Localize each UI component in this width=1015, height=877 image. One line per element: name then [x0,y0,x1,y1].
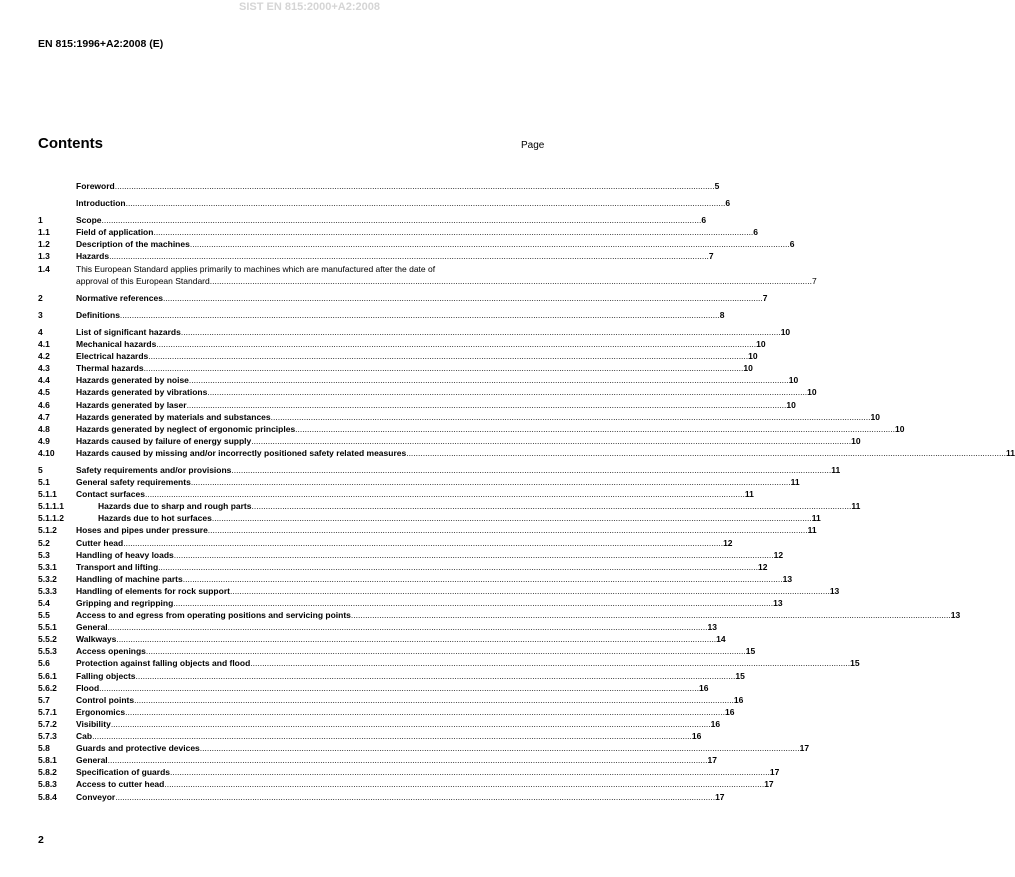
toc-entry[interactable] [38,621,717,633]
toc-entry-title: Guards and protective devices [76,743,200,754]
toc-entry[interactable] [38,791,725,803]
toc-entry-number: 1.3 [38,251,50,262]
toc-entry-title: Conveyor [76,791,116,802]
toc-entry-page: 13 [773,598,783,608]
toc-entry[interactable] [38,718,721,730]
toc-entry[interactable] [38,778,774,790]
toc-entry-page: 17 [707,755,717,766]
toc-entry-title: Hazards due to sharp and rough parts [98,501,252,512]
toc-entry-number: 5.8.1 [38,755,57,766]
toc-entry-number: 5.5.1 [38,622,57,633]
toc-entry-number: 2 [38,292,43,303]
toc-entry-number: 5.8.3 [38,779,57,790]
toc-entry-number: 4.5 [38,387,50,398]
toc-entry-number: 5.5.2 [38,634,57,645]
toc-entry-number: 5.1.2 [38,525,57,536]
toc-leader-dots [406,447,1006,459]
toc-entry[interactable] [38,573,793,585]
toc-entry-page: 11 [807,525,817,536]
toc-entry[interactable] [38,423,905,435]
toc-leader-dots [191,476,791,488]
toc-entry-title: Access to cutter head [76,779,165,790]
watermark: SIST EN 815:2000+A2:2008 [239,1,380,13]
toc-leader-dots [230,585,830,597]
toc-entry-title: Walkways [76,634,117,645]
toc-entry[interactable] [38,197,731,209]
toc-entry[interactable] [38,309,725,321]
toc-entry-page: 8 [719,309,725,320]
toc-entry[interactable] [38,350,758,362]
toc-entry[interactable] [38,399,796,411]
toc-entry-number: 1 [38,215,43,226]
toc-entry-page: 16 [698,682,709,693]
toc-entry-page: 13 [950,610,961,621]
toc-entry-title: Handling of heavy loads [76,549,174,560]
toc-entry[interactable] [38,214,707,226]
toc-entry-number: 5.6 [38,658,50,669]
toc-leader-dots [153,226,753,238]
toc-entry-title: Hazards caused by failure of energy supply [76,435,252,446]
toc-entry-title: Ergonomics [76,706,126,717]
toc-entry[interactable] [38,645,756,657]
toc-entry[interactable] [38,338,766,350]
toc-entry-title: Hazards [76,251,110,262]
toc-entry[interactable] [38,524,817,536]
toc-entry-title: Protection against falling objects and flood [76,658,251,669]
toc-entry-number: 4.1 [38,339,50,350]
toc-entry-page: 6 [789,239,795,250]
toc-entry-title: Control points [76,694,135,705]
toc-entry-number: 4.4 [38,375,50,386]
toc-entry-page: 6 [725,198,731,209]
document-id: EN 815:1996+A2:2008 (E) [38,38,164,50]
toc-leader-dots [251,435,851,447]
toc-entry-page: 13 [782,573,793,584]
toc-entry-title: Access to and egress from operating positions and servicing points [76,610,351,621]
toc-entry-title: Falling objects [76,670,136,681]
toc-entry-title: Definitions [76,309,120,320]
toc-entry[interactable] [38,694,744,706]
toc-leader-dots [134,694,734,706]
toc-entry[interactable] [38,609,961,621]
toc-entry[interactable] [38,326,791,338]
toc-leader-dots [295,423,895,435]
toc-entry-number: 5.6.2 [38,682,57,693]
toc-entry-number: 4.6 [38,399,50,410]
toc-leader-dots [158,561,758,573]
toc-entry-title: Scope [76,215,102,226]
toc-entry-number: 1.1 [38,227,50,238]
toc-leader-dots [156,338,756,350]
toc-entry[interactable] [38,292,768,304]
toc-leader-dots [148,350,748,362]
toc-entry[interactable] [38,754,717,766]
toc-entry-page: 11 [790,477,800,488]
toc-entry-number: 3 [38,309,43,320]
toc-leader-dots [200,742,800,754]
toc-entry[interactable] [38,549,784,561]
toc-entry[interactable] [38,742,810,754]
toc-entry[interactable] [38,238,795,250]
toc-entry[interactable] [38,657,860,669]
toc-leader-dots [102,214,702,226]
toc-entry-page: 14 [716,634,726,645]
toc-entry-title: Visibility [76,718,111,729]
toc-entry-page: 5 [714,181,720,191]
toc-entry-number: 5.2 [38,537,50,548]
toc-leader-dots [190,238,790,250]
toc-entry-page: 10 [786,399,796,410]
toc-entry[interactable] [38,633,726,645]
toc-entry-number: 5.3.1 [38,561,57,572]
toc-leader-dots [111,718,711,730]
toc-entry[interactable] [38,682,709,694]
toc-leader-dots [212,512,812,524]
toc-entry-title: Hazards generated by noise [76,375,189,386]
toc-entry-number: 4.8 [38,423,50,434]
toc-entry[interactable] [38,362,753,374]
toc-leader-dots [108,621,708,633]
toc-entry-page: 10 [743,363,753,374]
toc-leader-dots [208,524,808,536]
toc-entry[interactable] [38,766,780,778]
toc-entry-page: 11 [811,513,821,524]
toc-entry-page: 7 [811,275,817,286]
toc-entry-page: 16 [710,718,721,729]
toc-entry-title: Access openings [76,646,146,657]
toc-entry-title: Foreword [76,181,115,191]
toc-entry-page: 6 [753,227,759,238]
toc-entry[interactable] [38,561,768,573]
toc-leader-dots [126,197,726,209]
toc-entry-page: 13 [829,585,840,596]
toc-leader-dots [173,597,773,609]
toc-entry-title: Specification of guards [76,767,170,778]
toc-leader-dots [123,537,723,549]
toc-entry-title: Electrical hazards [76,351,149,362]
toc-entry-title: General safety requirements [76,477,191,488]
toc-leader-dots [109,250,709,262]
toc-leader-dots [351,609,951,621]
toc-entry-title: Cab [76,731,93,742]
toc-entry-title: Hazards generated by laser [76,399,187,410]
toc-entry[interactable] [38,597,783,609]
toc-entry[interactable] [38,374,799,386]
toc-entry-number: 5.3 [38,549,50,560]
toc-entry-page: 11 [1006,447,1015,458]
toc-leader-dots [181,326,781,338]
toc-entry-page: 6 [701,215,707,226]
toc-entry-number: 5.5 [38,610,50,621]
toc-leader-dots [136,670,736,682]
toc-entry[interactable] [38,435,861,447]
toc-leader-dots [145,488,745,500]
toc-entry[interactable] [38,476,800,488]
toc-leader-dots [252,500,852,512]
toc-entry[interactable] [38,464,841,476]
toc-entry-page: 11 [831,464,841,475]
toc-entry-page: 7 [708,251,714,262]
toc-entry[interactable] [38,250,714,262]
toc-entry-page: 10 [851,435,861,446]
toc-entry-title: Hazards generated by materials and substances [76,411,271,422]
toc-entry-page: 7 [762,292,768,303]
toc-leader-dots [231,464,831,476]
page-column-label: Page [521,140,545,151]
toc-leader-dots [115,791,715,803]
page-number: 2 [38,834,44,846]
toc-leader-dots [163,292,763,304]
toc-entry[interactable] [38,386,817,398]
table-of-contents [38,175,1015,803]
toc-entry-title: General [76,755,108,766]
toc-entry-page: 11 [744,489,754,500]
toc-entry-title: Transport and lifting [76,561,159,572]
toc-entry-number: 5.8 [38,743,50,754]
toc-entry-number: 5.4 [38,598,50,608]
toc-entry-number: 4.9 [38,435,50,446]
toc-entry[interactable] [38,226,759,238]
toc-entry-page: 10 [895,423,905,434]
toc-entry-title: Hazards due to hot surfaces [98,513,212,524]
toc-entry-title: General [76,622,108,633]
toc-entry-number: 5 [38,464,43,475]
toc-entry[interactable] [38,263,817,287]
toc-entry-number: 5.1.1.2 [38,513,64,524]
toc-entry-title: Contact surfaces [76,489,145,500]
toc-entry-number: 5.1 [38,477,50,488]
toc-entry[interactable] [38,411,880,423]
toc-entry-number: 5.3.3 [38,585,57,596]
toc-entry-page: 17 [799,743,810,754]
toc-leader-dots [164,778,764,790]
toc-entry[interactable] [38,488,754,500]
toc-entry-page: 15 [735,670,745,681]
toc-entry-page: 12 [723,537,733,548]
toc-entry-title: Hazards generated by vibrations [76,387,208,398]
toc-entry-page: 16 [724,706,735,717]
toc-leader-dots [187,399,787,411]
toc-entry-title: Handling of machine parts [76,573,183,584]
toc-leader-dots [250,657,850,669]
toc-entry-number: 4 [38,326,43,337]
toc-entry-title: Safety requirements and/or provisions [76,464,232,475]
toc-entry-title: Gripping and regripping [76,598,174,608]
toc-entry-title: Mechanical hazards [76,339,157,350]
toc-entry[interactable] [38,585,840,597]
toc-leader-dots [108,754,708,766]
toc-entry-number: 5.6.1 [38,670,57,681]
toc-entry-number: 5.7.3 [38,731,57,742]
toc-leader-dots [115,180,715,192]
toc-entry-title: Normative references [76,292,163,303]
toc-leader-dots [212,275,812,287]
toc-entry-page: 10 [780,326,791,337]
toc-entry-page: 17 [769,767,780,778]
toc-entry-number: 5.5.3 [38,646,57,657]
toc-leader-dots [144,362,744,374]
toc-leader-dots [120,309,720,321]
toc-entry-page: 10 [756,339,766,350]
toc-entry-page: 11 [851,501,861,512]
toc-leader-dots [116,633,716,645]
toc-entry-number: 5.3.2 [38,573,57,584]
toc-entry-number: 5.1.1 [38,489,57,500]
toc-entry-page: 10 [870,411,880,422]
toc-entry[interactable] [38,730,702,742]
toc-entry-page: 15 [745,646,756,657]
toc-leader-dots [92,730,692,742]
toc-entry-title: Flood [76,682,100,693]
toc-entry-number: 4.7 [38,411,50,422]
toc-leader-dots [174,549,774,561]
toc-entry-number: 5.1.1.1 [38,501,64,512]
toc-entry-number: 4.2 [38,351,50,362]
toc-entry-number: 5.7.2 [38,718,57,729]
toc-entry-page: 16 [733,694,744,705]
toc-entry-title: Hazards generated by neglect of ergonomic principles [76,423,296,434]
toc-entry[interactable] [38,512,821,524]
toc-leader-dots [125,706,725,718]
toc-entry-title: Field of application [76,227,154,238]
toc-entry[interactable] [38,500,861,512]
toc-entry-title: Thermal hazards [76,363,144,374]
toc-entry-page: 17 [764,779,774,790]
toc-entry-page: 10 [788,375,799,386]
toc-leader-dots [207,386,807,398]
toc-entry[interactable] [38,706,735,718]
toc-entry-page: 12 [773,549,784,560]
toc-entry-page: 15 [850,658,860,669]
toc-entry[interactable] [38,180,720,192]
toc-entry[interactable] [38,670,745,682]
toc-entry-number: 5.7.1 [38,706,57,717]
toc-leader-dots [189,374,789,386]
toc-entry-title: Handling of elements for rock support [76,585,230,596]
toc-entry[interactable] [38,447,1015,459]
toc-entry-page: 16 [691,731,702,742]
toc-entry-number: 4.10 [38,447,55,458]
toc-entry-title-continued: approval of this European Standard. [76,275,213,286]
toc-leader-dots [271,411,871,423]
toc-entry-page: 13 [707,622,717,633]
toc-entry-number: 5.7 [38,694,50,705]
toc-entry-number: 4.3 [38,363,50,374]
toc-entry[interactable] [38,537,733,549]
toc-entry-number: 5.8.4 [38,791,57,802]
toc-entry-page: 12 [758,561,768,572]
toc-entry-page: 17 [715,791,725,802]
toc-leader-dots [99,682,699,694]
toc-entry-number: 5.8.2 [38,767,57,778]
toc-entry-title: Introduction [76,198,126,209]
toc-entry-title: Description of the machines [76,239,190,250]
toc-entry-number: 1.2 [38,239,50,250]
toc-entry-page: 10 [807,387,817,398]
toc-entry-title: Cutter head [76,537,124,548]
toc-entry-title: This European Standard applies primarily to machines which are manufactured after the date of [76,263,436,274]
toc-entry-title: Hazards caused by missing and/or incorrectly positioned safety related measures [76,447,407,458]
toc-entry-title: Hoses and pipes under pressure [76,525,208,536]
toc-entry-number: 1.4 [38,263,50,274]
toc-entry-title: List of significant hazards [76,326,181,337]
contents-title: Contents [38,135,103,152]
toc-leader-dots [170,766,770,778]
toc-leader-dots [183,573,783,585]
toc-entry-page: 10 [748,351,758,362]
toc-leader-dots [146,645,746,657]
